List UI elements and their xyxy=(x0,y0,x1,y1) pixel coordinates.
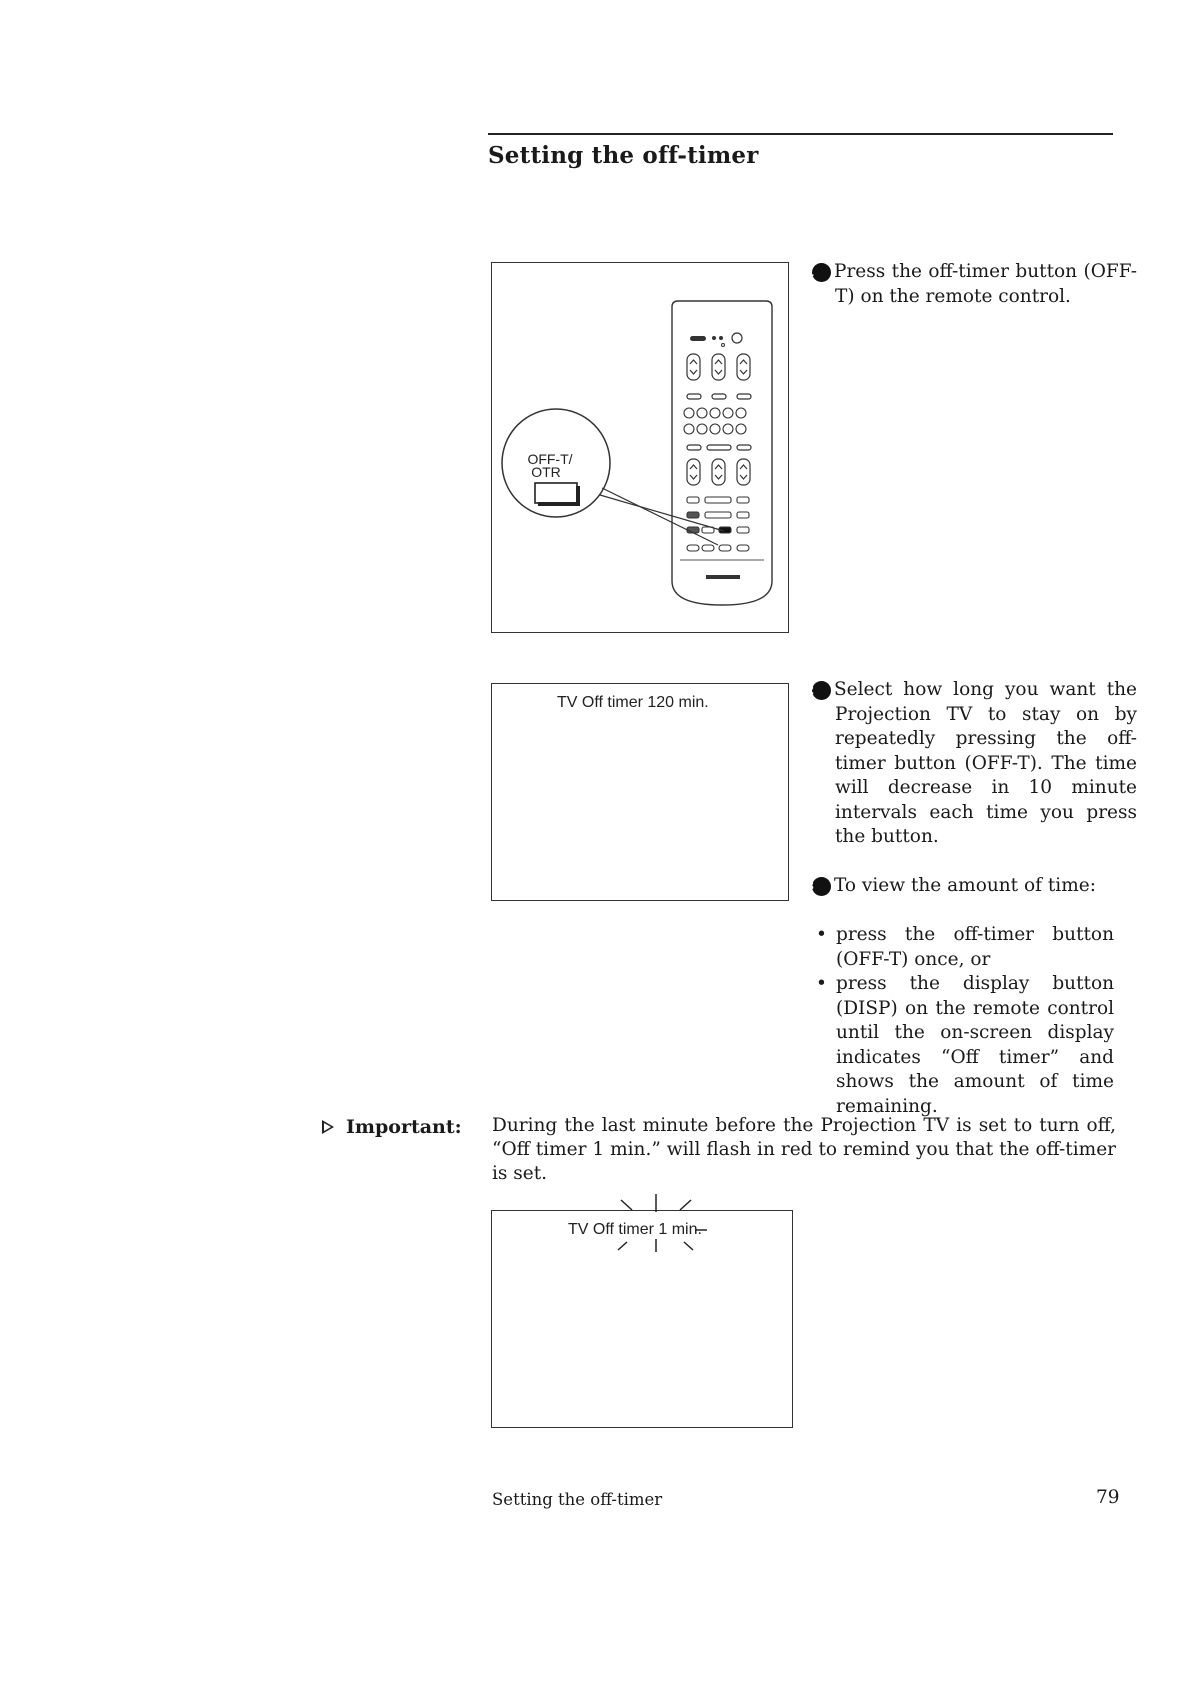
remote-control-illustration xyxy=(492,263,790,634)
title-rule xyxy=(488,133,1113,135)
step-1 xyxy=(805,260,1137,309)
list-item: • press the display button (DISP) on the remote control until the on-screen display indicates “Off timer” and shows the amount of time remaining. xyxy=(812,972,1114,1119)
osd-text-120-min: TV Off timer 120 min. xyxy=(557,694,709,711)
list-item: • press the off-timer button (OFF-T) once, or xyxy=(812,923,1114,972)
tv-screen-120-min xyxy=(491,683,789,901)
step-2 xyxy=(805,678,1137,850)
view-time-options xyxy=(812,923,1114,1119)
flash-indicator-icon xyxy=(491,1192,793,1252)
step-3 xyxy=(805,874,1137,899)
step-number-2: 2 xyxy=(812,681,831,700)
step-1-text: Press the off-timer button (OFF-T) on the remote control. xyxy=(834,261,1137,307)
remote-control-figure xyxy=(491,262,789,633)
callout-label-line2: OTR xyxy=(531,464,561,480)
important-text: During the last minute before the Projection TV is set to turn off, “Off timer 1 min.” will flash in red to remind you that the off-timer is set. xyxy=(492,1115,1116,1184)
step-2-text: Select how long you want the Projection TV to stay on by repeatedly pressing the off-timer button (OFF-T). The time will decrease in 10 minute intervals each time you press the button. xyxy=(834,679,1137,847)
step-number-1: 1 xyxy=(812,263,831,282)
step-3-text: To view the amount of time: xyxy=(834,875,1096,896)
footer-section-title: Setting the off-timer xyxy=(492,1490,663,1509)
step-number-3: 3 xyxy=(812,877,831,896)
important-label xyxy=(322,1116,462,1138)
page-number: 79 xyxy=(1096,1487,1120,1508)
osd-text-1-min: TV Off timer 1 min. xyxy=(568,1221,702,1238)
callout-label-line1: OFF-T/ xyxy=(527,451,573,467)
page-title: Setting the off-timer xyxy=(488,142,759,169)
important-label-text: Important: xyxy=(346,1116,462,1138)
triangle-arrow-icon xyxy=(322,1120,334,1134)
